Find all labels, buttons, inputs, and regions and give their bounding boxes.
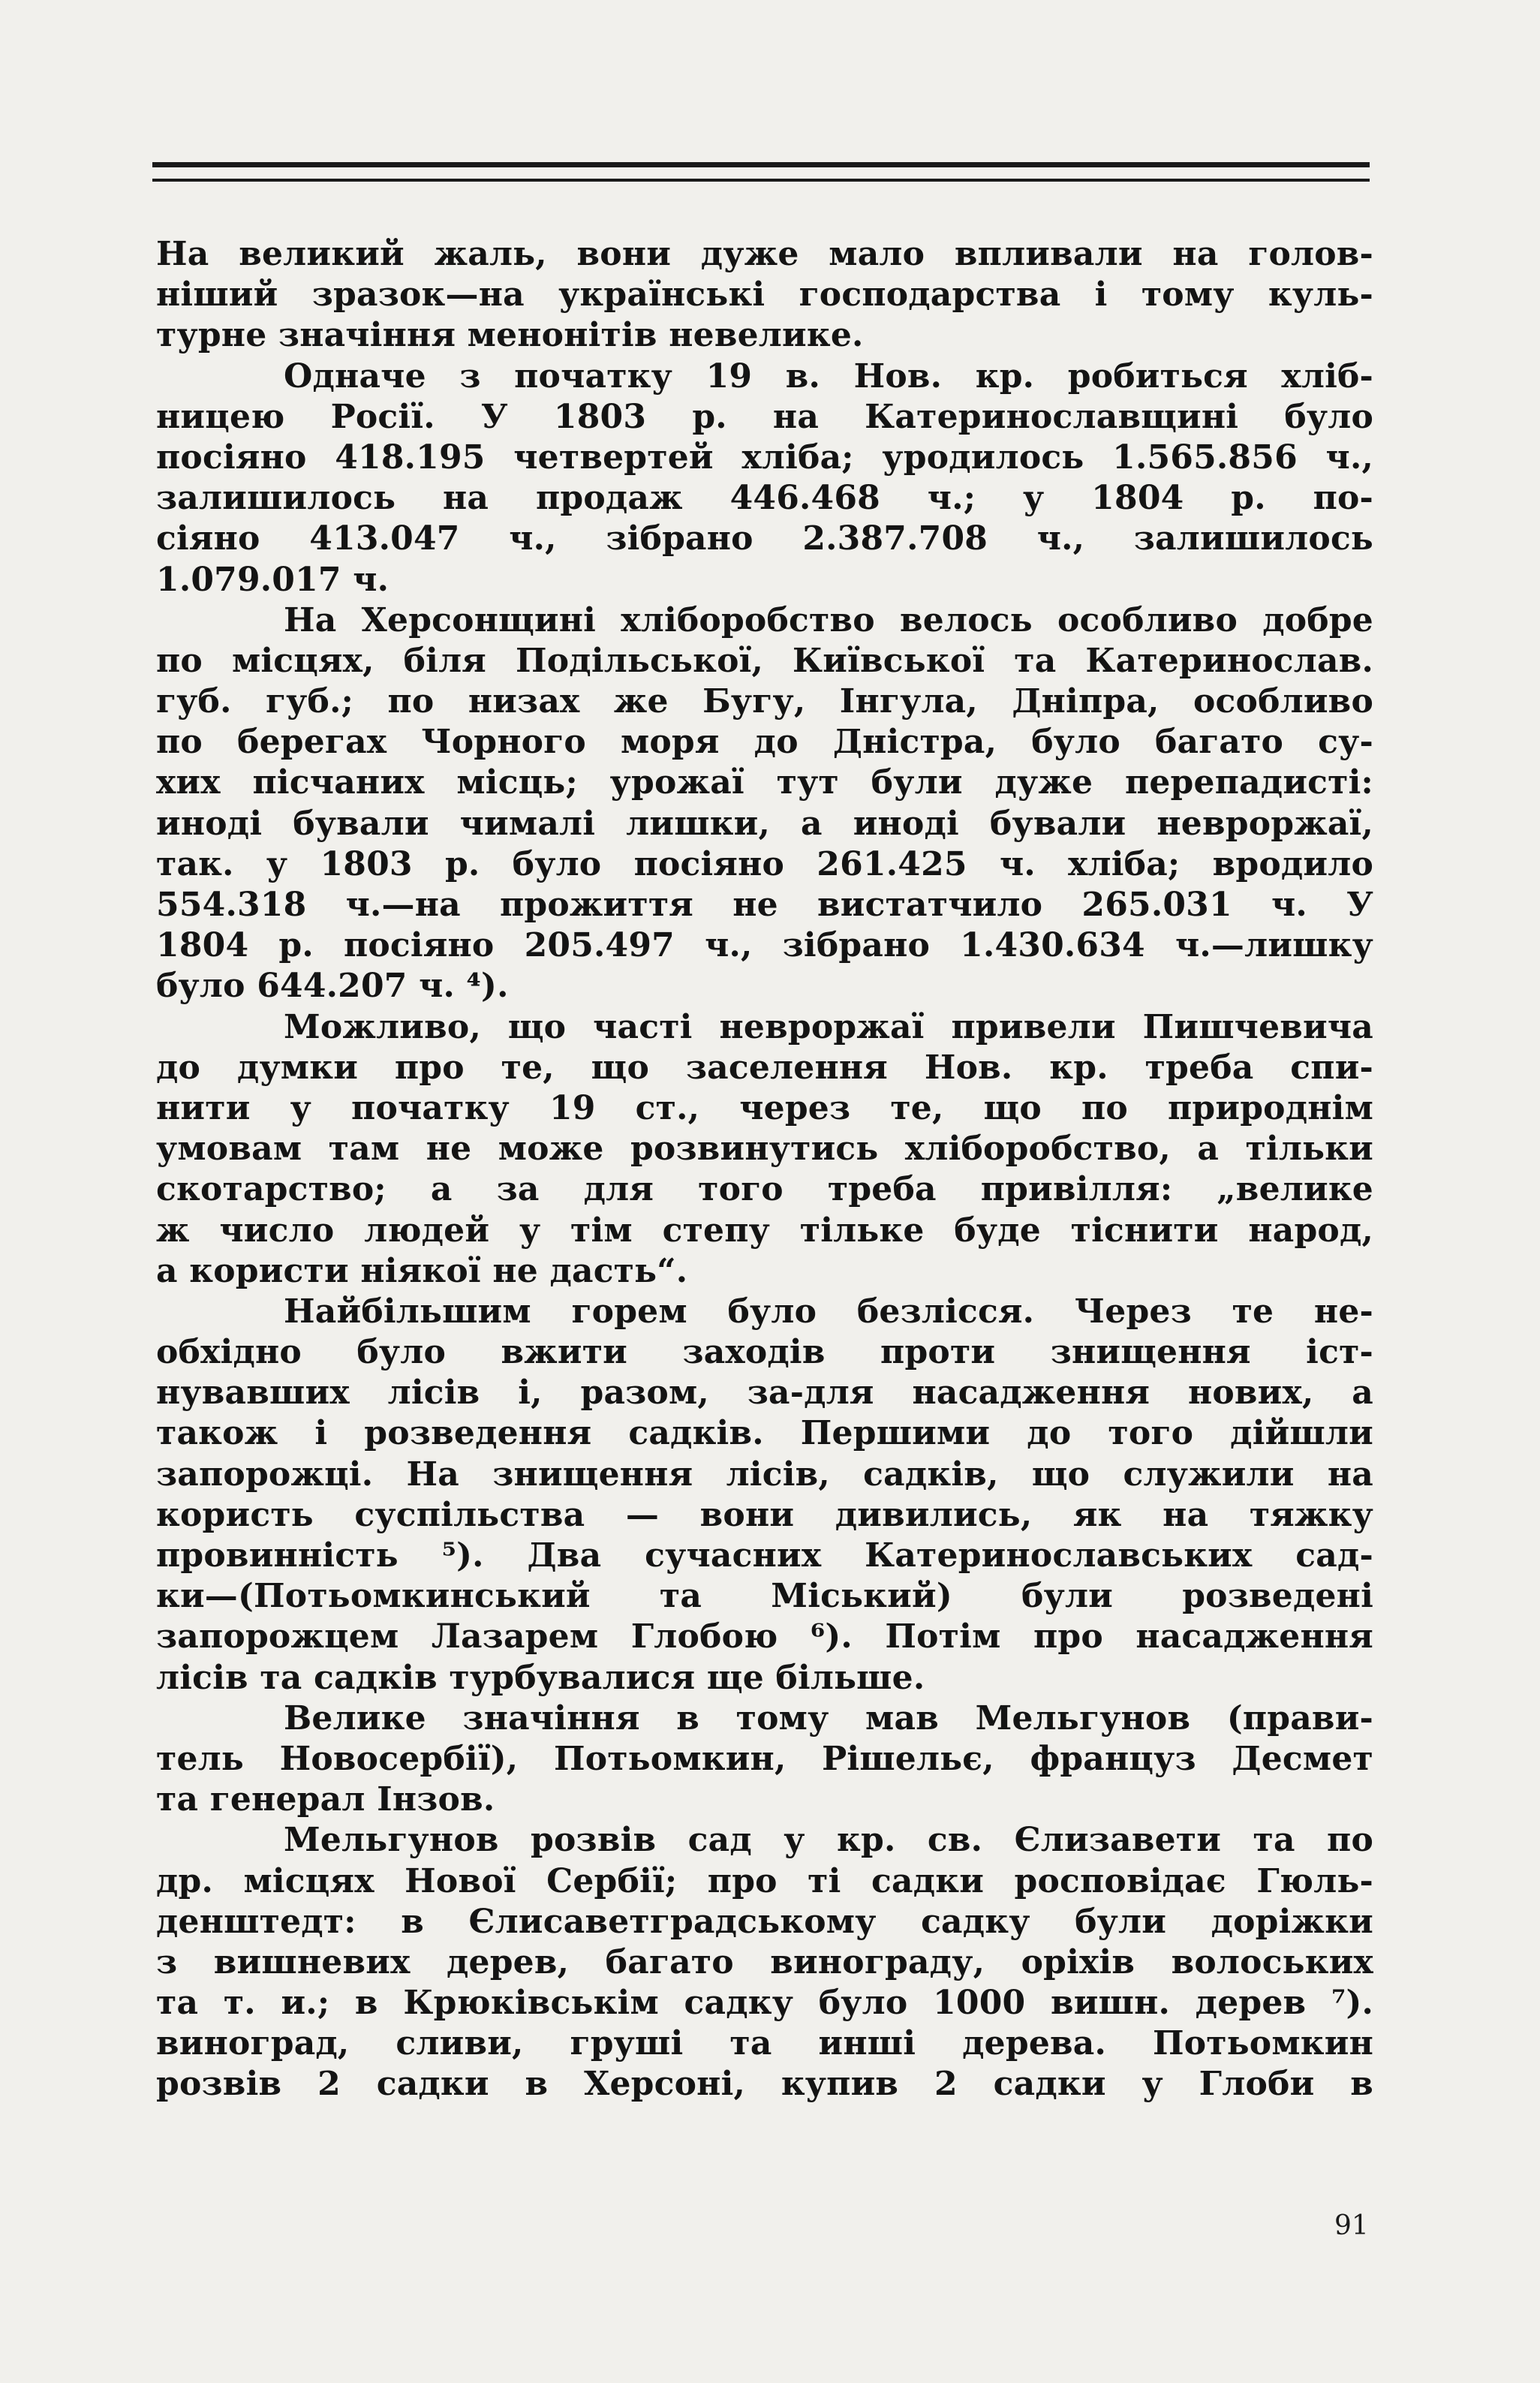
text-line: турне значіння менонітів невелике. xyxy=(156,316,864,355)
text-line: Мельгунов розвів сад у кр. св. Єлизавети та по xyxy=(284,1821,1373,1860)
text-line: ж число людей у тім степу тільке буде тіснити народ, xyxy=(156,1211,1373,1250)
text-line: запорожці. На знищення лісів, садків, що служили на xyxy=(156,1455,1373,1494)
page-number: 91 xyxy=(1334,2210,1369,2241)
text-line: ніший зразок—на українські господарства і тому куль- xyxy=(156,275,1373,314)
text-line: лісів та садків турбувалися ще більше. xyxy=(156,1658,925,1697)
text-line: сіяно 413.047 ч., зібрано 2.387.708 ч., залишилось xyxy=(156,519,1373,558)
text-line: та т. и.; в Крюківськім садку було 1000 вишн. дерев ⁷). xyxy=(156,1984,1373,2023)
text-line: скотарство; а за для того треба привілля: „велике xyxy=(156,1170,1373,1209)
text-line: Можливо, що часті невроржаї привели Пишчевича xyxy=(284,1007,1373,1046)
text-line: ки—(Потьомкинський та Міський) були розведені xyxy=(156,1577,1373,1616)
text-line: провинність ⁵). Два сучасних Катеринославських сад- xyxy=(156,1536,1373,1575)
text-line: та генерал Інзов. xyxy=(156,1780,495,1819)
text-line: залишилось на продаж 446.468 ч.; у 1804 р. по- xyxy=(156,479,1373,518)
header-rule-thin xyxy=(152,179,1370,182)
text-line: обхідно було вжити заходів проти знищення іст- xyxy=(156,1333,1373,1372)
text-line: На Херсонщині хліборобство велось особливо добре xyxy=(284,600,1373,639)
text-line: ницею Росії. У 1803 р. на Катеринославщині було xyxy=(156,397,1373,436)
text-line: так. у 1803 р. було посіяно 261.425 ч. хліба; вродило xyxy=(156,844,1373,883)
text-line: нити у початку 19 ст., через те, що по природнім xyxy=(156,1088,1373,1127)
text-line: по берегах Чорного моря до Дністра, було багато су- xyxy=(156,723,1373,762)
text-line: запорожцем Лазарем Глобою ⁶). Потім про насадження xyxy=(156,1617,1373,1656)
text-line: Найбільшим горем було безлісся. Через те не- xyxy=(284,1292,1373,1331)
body-text xyxy=(156,234,1373,2105)
text-line: також і розведення садків. Першими до того дійшли xyxy=(156,1414,1373,1453)
text-line: користь суспільства — вони дивились, як на тяжку xyxy=(156,1495,1373,1534)
text-line: 1804 р. посіяно 205.497 ч., зібрано 1.430.634 ч.—лишку xyxy=(156,926,1373,965)
text-line: 554.318 ч.—на прожиття не вистатчило 265.031 ч. У xyxy=(156,886,1373,924)
text-line: було 644.207 ч. ⁴). xyxy=(156,967,509,1006)
text-line: умовам там не може розвинутись хліборобство, а тільки xyxy=(156,1130,1373,1169)
text-line: Велике значіння в тому мав Мельгунов (прави- xyxy=(284,1698,1373,1738)
text-line: з вишневих дерев, багато винограду, оріхів волоських xyxy=(156,1942,1373,1981)
text-line: виноград, сливи, груші та инші дерева. Потьомкин xyxy=(156,2024,1373,2063)
text-line: Одначе з початку 19 в. Нов. кр. робиться хліб- xyxy=(284,357,1373,396)
text-line: иноді бували чималі лишки, а иноді бували невроржаї, xyxy=(156,804,1373,843)
text-line: денштедт: в Єлисаветградському садку були доріжки xyxy=(156,1902,1373,1941)
text-line: а користи ніякої не дасть“. xyxy=(156,1251,688,1290)
text-line: губ. губ.; по низах же Бугу, Інгула, Дніпра, особливо xyxy=(156,682,1373,721)
text-line: посіяно 418.195 четвертей хліба; уродилось 1.565.856 ч., xyxy=(156,438,1373,477)
text-line: нувавших лісів і, разом, за-для насадження нових, а xyxy=(156,1374,1373,1413)
text-line: На великий жаль, вони дуже мало впливали на голов- xyxy=(156,235,1373,273)
header-rule-thick xyxy=(152,162,1370,167)
text-line: розвів 2 садки в Херсоні, купив 2 садки у Глоби в xyxy=(156,2065,1373,2104)
text-line: тель Новосербії), Потьомкин, Рішельє, француз Десмет xyxy=(156,1739,1373,1778)
text-line: др. місцях Нової Сербії; про ті садки росповідає Гюль- xyxy=(156,1861,1373,1900)
text-line: по місцях, біля Подільської, Київської та Катеринослав. xyxy=(156,641,1373,680)
text-line: до думки про те, що заселення Нов. кр. треба спи- xyxy=(156,1048,1373,1087)
text-line: хих пісчаних місць; урожаї тут були дуже перепадисті: xyxy=(156,763,1373,802)
text-line: 1.079.017 ч. xyxy=(156,560,390,599)
